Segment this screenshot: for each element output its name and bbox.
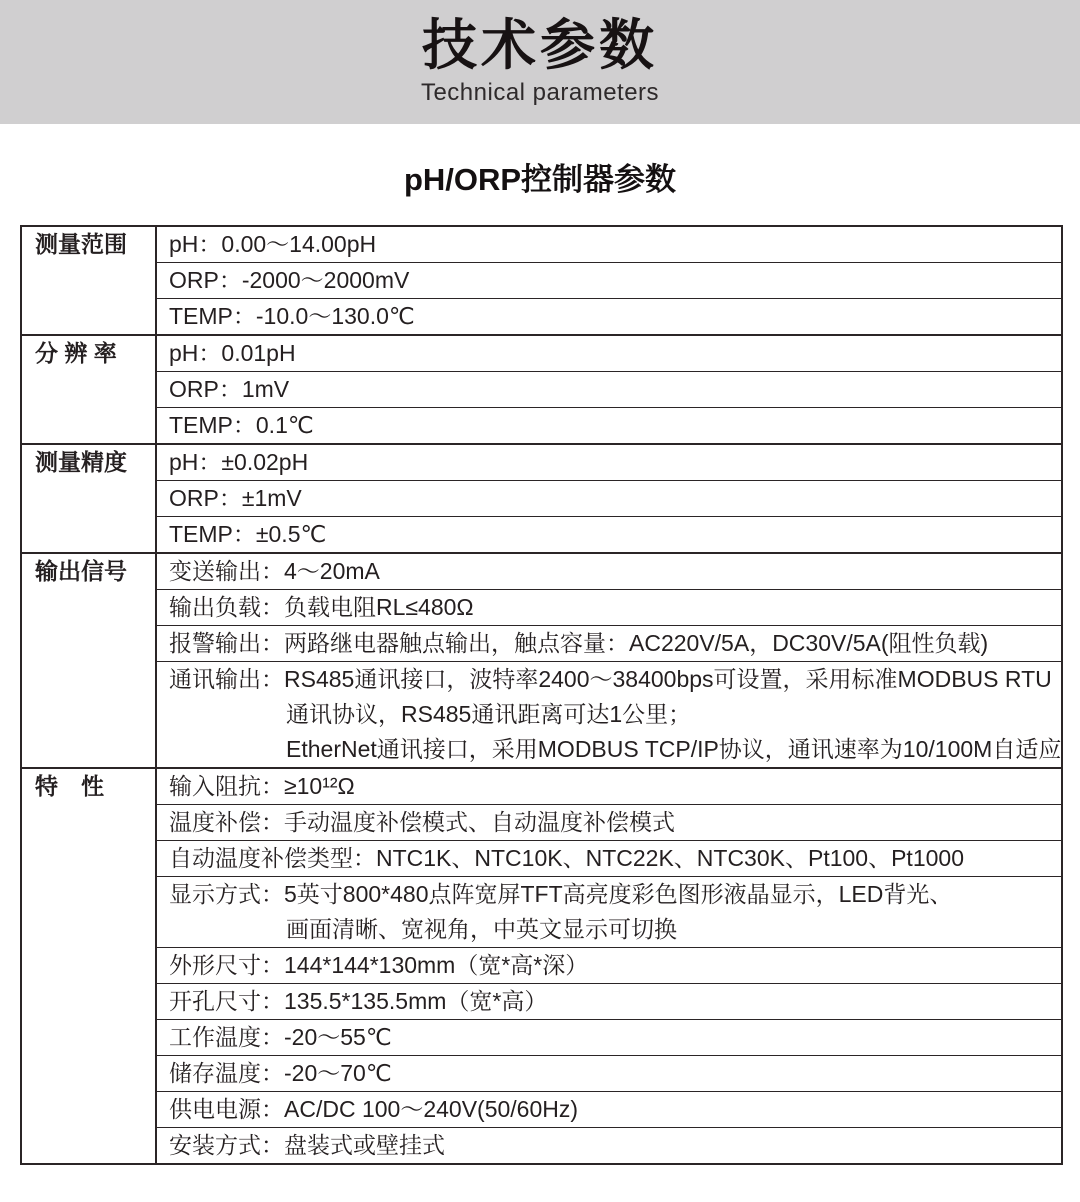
- section-title: pH/ORP控制器参数: [403, 162, 677, 197]
- row-text: 报警输出：两路继电器触点输出，触点容量：AC220V/5A，DC30V/5A(阻性负载): [169, 630, 989, 656]
- table-group: [22, 227, 1061, 334]
- page-title: 技术参数: [421, 14, 658, 76]
- group-label: 分 辨 率: [22, 336, 157, 443]
- table-group: [22, 552, 1061, 767]
- row-text: 输出负载：负载电阻RL≤480Ω: [169, 594, 474, 620]
- table-row: [157, 589, 1061, 625]
- row-text: 储存温度：-20～70℃: [169, 1060, 392, 1086]
- table-row: [157, 769, 1061, 804]
- table-row: [157, 371, 1061, 407]
- table-row: [157, 1055, 1061, 1091]
- table-group: [22, 767, 1061, 1163]
- row-text: pH：±0.02pH: [169, 449, 309, 475]
- row-text-continued: EtherNet通讯接口，采用MODBUS TCP/IP协议，通讯速率为10/100M自适应: [286, 736, 1061, 762]
- row-text: 自动温度补偿类型：NTC1K、NTC10K、NTC22K、NTC30K、Pt100、Pt1000: [169, 845, 964, 871]
- table-row: [157, 983, 1061, 1019]
- group-label: 测量精度: [22, 445, 157, 552]
- table-row: [157, 661, 1061, 767]
- table-row: [157, 298, 1061, 334]
- row-text: 工作温度：-20～55℃: [169, 1024, 392, 1050]
- table-row: [157, 876, 1061, 947]
- table-row: [157, 516, 1061, 552]
- row-text: TEMP：±0.5℃: [169, 521, 327, 547]
- table-row: [157, 1091, 1061, 1127]
- row-text: 通讯输出：RS485通讯接口，波特率2400～38400bps可设置，采用标准MODBUS RTU: [169, 666, 1052, 692]
- table-row: [157, 445, 1061, 480]
- table-row: [157, 336, 1061, 371]
- table-row: [157, 1019, 1061, 1055]
- spec-table: [20, 225, 1063, 1165]
- row-text: 供电电源：AC/DC 100～240V(50/60Hz): [169, 1096, 579, 1122]
- table-row: [157, 407, 1061, 443]
- group-rows: [157, 554, 1061, 767]
- group-rows: [157, 769, 1061, 1163]
- row-text: TEMP：0.1℃: [169, 412, 314, 438]
- group-label: 测量范围: [22, 227, 157, 334]
- table-row: [157, 625, 1061, 661]
- row-text: pH：0.01pH: [169, 340, 296, 366]
- table-row: [157, 480, 1061, 516]
- row-text: TEMP：-10.0～130.0℃: [169, 303, 415, 329]
- row-text: 温度补偿：手动温度补偿模式、自动温度补偿模式: [169, 809, 675, 835]
- table-row: [157, 554, 1061, 589]
- table-row: [157, 947, 1061, 983]
- row-text-continued: 通讯协议，RS485通讯距离可达1公里；: [286, 701, 692, 727]
- row-text: 输入阻抗：≥10¹²Ω: [169, 773, 355, 799]
- row-text: 开孔尺寸：135.5*135.5mm（宽*高）: [169, 988, 548, 1014]
- group-rows: [157, 336, 1061, 443]
- row-text: ORP：-2000～2000mV: [169, 267, 410, 293]
- table-row: [157, 1127, 1061, 1163]
- table-group: [22, 334, 1061, 443]
- row-text: 安装方式：盘装式或壁挂式: [169, 1132, 445, 1158]
- group-rows: [157, 445, 1061, 552]
- row-text-continued: 画面清晰、宽视角，中英文显示可切换: [286, 916, 677, 942]
- table-group: [22, 443, 1061, 552]
- group-label: 特 性: [22, 769, 157, 1163]
- table-row: [157, 840, 1061, 876]
- row-text: 变送输出：4～20mA: [169, 558, 380, 584]
- row-text: 显示方式：5英寸800*480点阵宽屏TFT高亮度彩色图形液晶显示，LED背光、: [169, 881, 953, 907]
- row-text: ORP：1mV: [169, 376, 290, 402]
- header-banner: [0, 0, 1080, 124]
- table-row: [157, 227, 1061, 262]
- group-rows: [157, 227, 1061, 334]
- page-subtitle-en: Technical parameters: [420, 79, 660, 106]
- row-text: 外形尺寸：144*144*130mm（宽*高*深）: [169, 952, 589, 978]
- row-text: pH：0.00～14.00pH: [169, 231, 377, 257]
- group-label: 输出信号: [22, 554, 157, 767]
- row-text: ORP：±1mV: [169, 485, 302, 511]
- table-row: [157, 804, 1061, 840]
- table-row: [157, 262, 1061, 298]
